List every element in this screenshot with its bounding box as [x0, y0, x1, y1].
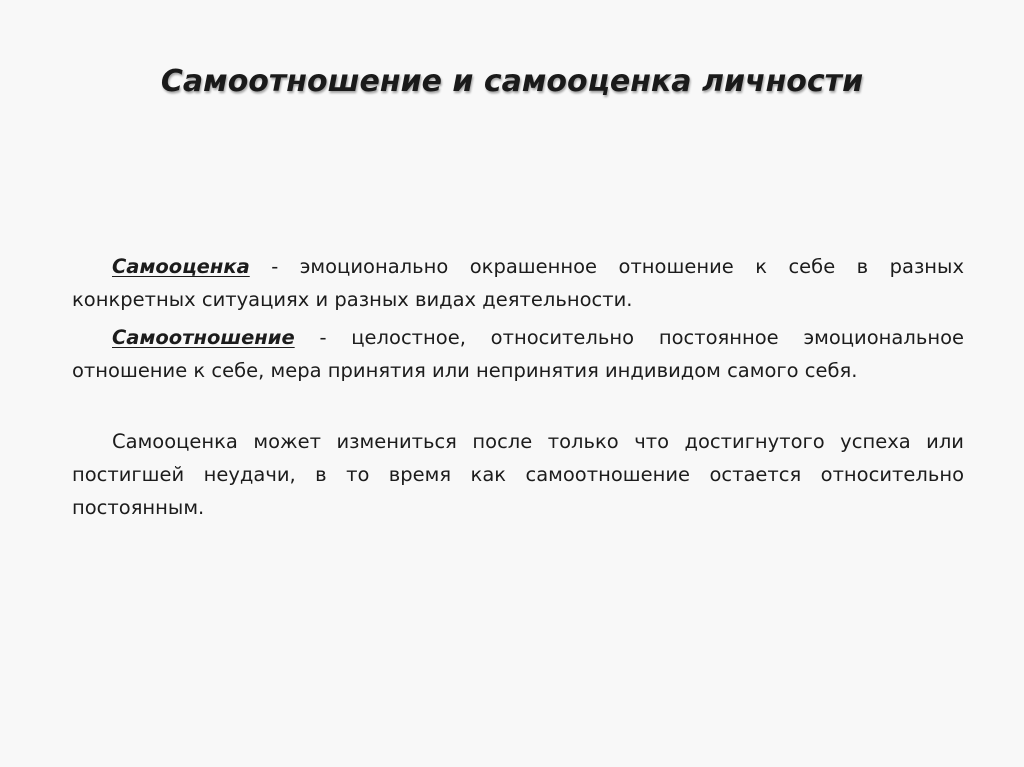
- comparison-text: Самооценка может измениться после только что достигнутого успеха или постигшей неудачи, в то время как самоотношение остается относительно постоянным.: [72, 430, 964, 519]
- definition-self-attitude: [72, 321, 964, 387]
- slide-body: [72, 250, 964, 529]
- comparison-paragraph: [72, 425, 964, 524]
- definition-self-attitude-text: - целостное, относительно постоянное эмоциональное отношение к себе, мера принятия или непринятия индивидом самого себя.: [72, 326, 964, 382]
- slide-title: Самоотношение и самооценка личности: [160, 64, 864, 99]
- definition-self-esteem-text: - эмоционально окрашенное отношение к себе в разных конкретных ситуациях и разных видах деятельности.: [72, 255, 964, 311]
- term-self-attitude: Самоотношение: [112, 326, 295, 349]
- definition-self-esteem: [72, 250, 964, 316]
- term-self-esteem: Самооценка: [112, 255, 250, 278]
